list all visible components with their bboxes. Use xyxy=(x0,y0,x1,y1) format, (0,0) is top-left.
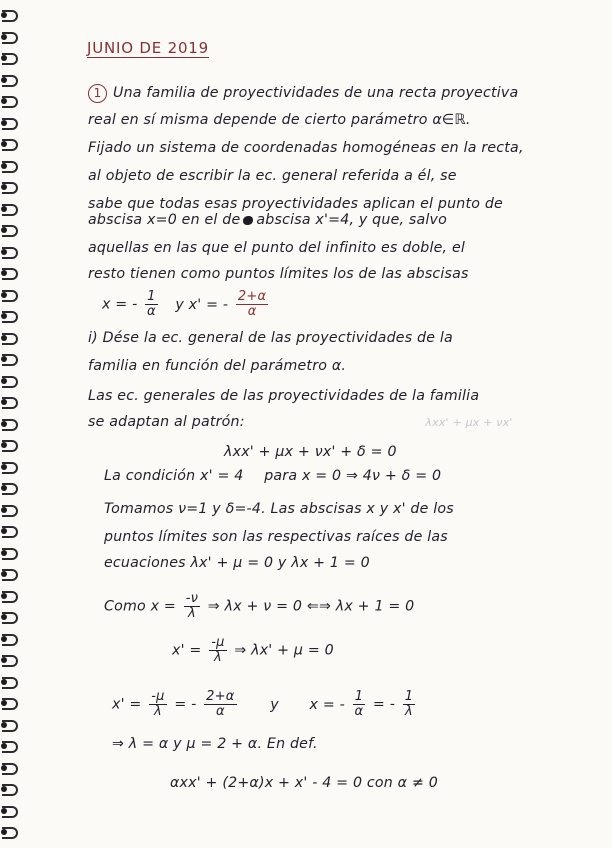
text-line-8: resto tienen como puntos límites los de las abscisas xyxy=(88,266,469,282)
binding-hole xyxy=(1,292,7,298)
fraction-2-alpha: $\frac{2+\alpha}{\alpha}$ xyxy=(237,289,267,319)
binding-hole xyxy=(1,55,7,61)
binding-hole xyxy=(1,507,7,513)
binding-hole xyxy=(1,700,7,706)
binding-hole xyxy=(1,442,7,448)
text-line-18: ecuaciones λx' + μ = 0 y λx + 1 = 0 xyxy=(104,555,370,571)
binding-hole xyxy=(1,313,7,319)
fraction-1-alpha: $\frac{1}{\alpha}$ xyxy=(147,289,156,319)
equation-general: λxx' + μx + νx' + δ = 0 xyxy=(224,444,397,460)
binding-hole xyxy=(1,12,7,18)
text-line-6: abscisa x=0 en el de abscisa x'=4, y que, salvo xyxy=(88,212,448,228)
binding-hole xyxy=(1,249,7,255)
faint-bleed-through: λxx' + μx + νx' xyxy=(425,416,513,429)
binding-hole xyxy=(1,356,7,362)
fraction-nu-lambda: $\frac{-\nu}{\lambda}$ xyxy=(185,591,199,621)
text-line-4: al objeto de escribir la ec. general referida a él, se xyxy=(88,168,457,184)
text-line-7: aquellas en las que el punto del infinito es doble, el xyxy=(88,240,466,256)
text-line-15: La condición x' = 4 para x = 0 ⇒ 4ν + δ = 0 xyxy=(104,468,442,484)
binding-hole xyxy=(1,786,7,792)
binding-hole xyxy=(1,550,7,556)
binding-hole xyxy=(1,657,7,663)
text-line-16: Tomamos ν=1 y δ=-4. Las abscisas x y x' de los xyxy=(104,501,454,517)
binding-hole xyxy=(1,743,7,749)
binding-hole xyxy=(1,679,7,685)
text-line-13: se adaptan al patrón: λxx' + μx + νx' xyxy=(88,414,513,430)
text-line-17: puntos límites son las respectivas raíces de las xyxy=(104,529,448,545)
binding-hole xyxy=(1,765,7,771)
text-line-9: x = - $\frac{1}{\alpha}$ y x' = - $\frac{2+\alpha}{\alpha}$ xyxy=(102,289,267,319)
text-line-12: Las ec. generales de las proyectividades de la familia xyxy=(88,388,480,404)
problem-number: 1 xyxy=(88,84,107,103)
spiral-binding xyxy=(0,0,24,848)
binding-hole xyxy=(1,270,7,276)
binding-hole xyxy=(1,528,7,534)
text-line-2: real en sí misma depende de cierto parámetro α∈ℝ. xyxy=(88,112,471,128)
binding-hole xyxy=(1,163,7,169)
page-title: JUNIO DE 2019 xyxy=(87,39,209,57)
fraction-1-alpha-2: $\frac{1}{\alpha}$ xyxy=(354,689,364,719)
binding-hole xyxy=(1,808,7,814)
binding-hole xyxy=(1,335,7,341)
ink-blot xyxy=(243,216,253,225)
binding-hole xyxy=(1,829,7,835)
binding-hole xyxy=(1,34,7,40)
text-line-22: ⇒ λ = α y μ = 2 + α. En def. xyxy=(112,736,318,752)
binding-hole xyxy=(1,184,7,190)
binding-hole xyxy=(1,98,7,104)
binding-hole xyxy=(1,77,7,83)
fraction-1-lambda: $\frac{1}{\lambda}$ xyxy=(404,689,414,719)
binding-hole xyxy=(1,464,7,470)
binding-hole xyxy=(1,206,7,212)
fraction-mu-lambda: $\frac{-\mu}{\lambda}$ xyxy=(211,635,225,665)
text-line-10: i) Dése la ec. general de las proyectividades de la xyxy=(88,330,453,346)
binding-hole xyxy=(1,227,7,233)
text-line-20: x' = $\frac{-\mu}{\lambda}$ ⇒ λx' + μ = 0 xyxy=(172,635,334,665)
binding-hole xyxy=(1,421,7,427)
binding-hole xyxy=(1,378,7,384)
text-line-11: familia en función del parámetro α. xyxy=(88,358,347,374)
text-line-21: x' = $\frac{-\mu}{\lambda}$ = - $\frac{2+\alpha}{\alpha}$ y x = - $\frac{1}{\alpha}$ = - $\frac{1}{\lambda}$ xyxy=(112,689,414,719)
binding-hole xyxy=(1,593,7,599)
binding-hole xyxy=(1,636,7,642)
final-equation: αxx' + (2+α)x + x' - 4 = 0 con α ≠ 0 xyxy=(170,775,438,791)
binding-hole xyxy=(1,485,7,491)
fraction-2-alpha-2: $\frac{2+\alpha}{\alpha}$ xyxy=(206,689,235,719)
fraction-mu-lambda-2: $\frac{-\mu}{\lambda}$ xyxy=(151,689,165,719)
binding-hole xyxy=(1,120,7,126)
binding-hole xyxy=(1,571,7,577)
text-line-3: Fijado un sistema de coordenadas homogéneas en la recta, xyxy=(88,140,524,156)
text-line-19: Como x = $\frac{-\nu}{\lambda}$ ⇒ λx + ν = 0 ⇐⇒ λx + 1 = 0 xyxy=(104,591,415,621)
binding-hole xyxy=(1,722,7,728)
text-line-5: sabe que todas esas proyectividades aplican el punto de xyxy=(88,196,503,212)
binding-hole xyxy=(1,399,7,405)
binding-hole xyxy=(1,614,7,620)
binding-hole xyxy=(1,141,7,147)
text-line-1: 1 Una familia de proyectividades de una recta proyectiva xyxy=(88,84,518,103)
